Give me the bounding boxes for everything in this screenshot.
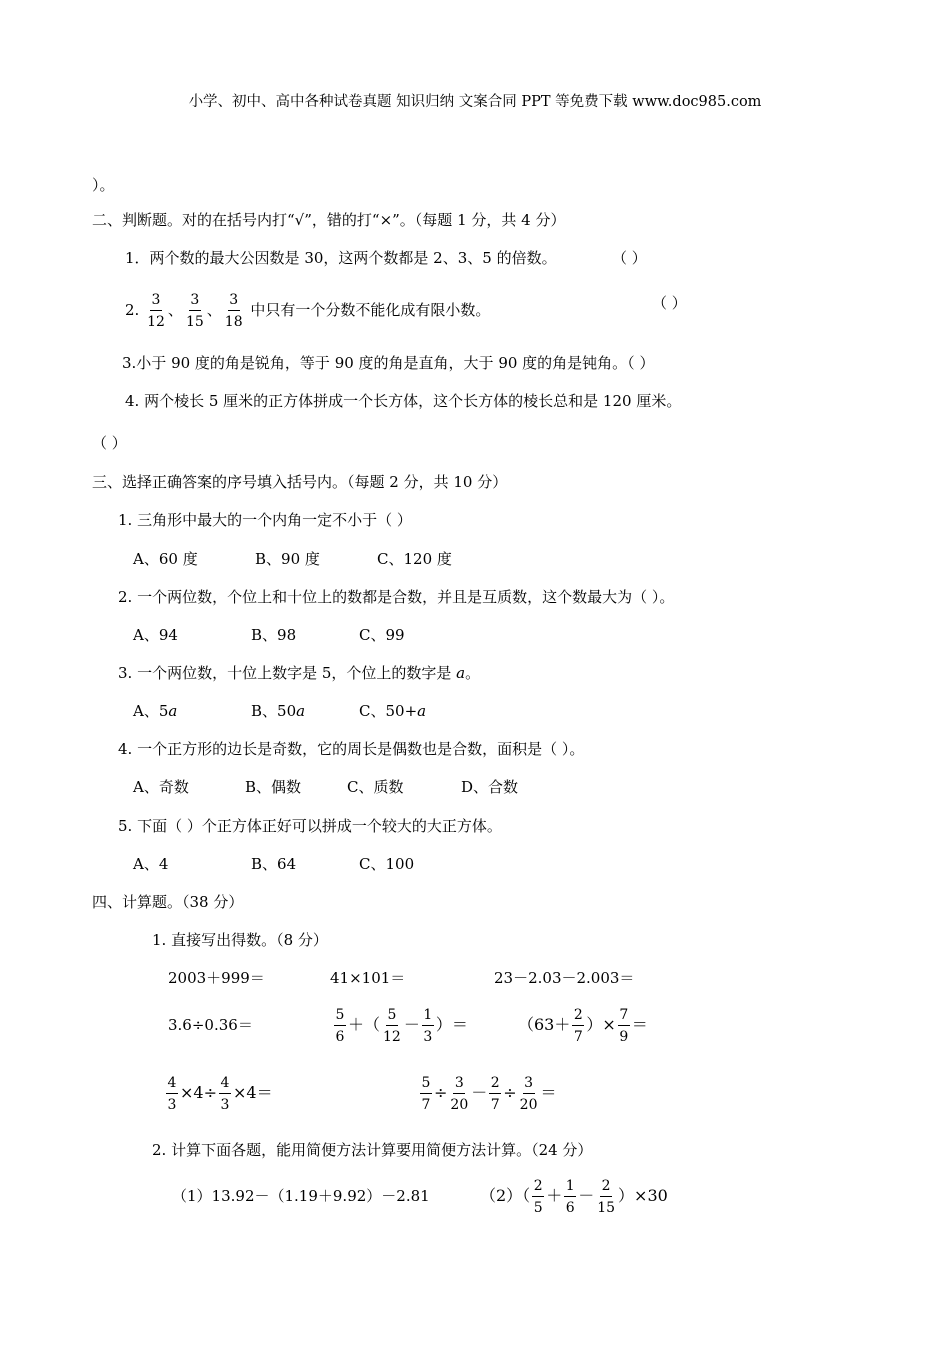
variable-a: a bbox=[417, 702, 427, 720]
numerator: 5 bbox=[334, 1008, 346, 1026]
denominator: 12 bbox=[147, 314, 165, 330]
denominator: 9 bbox=[619, 1028, 629, 1045]
fraction bbox=[519, 1076, 539, 1112]
operator: － bbox=[403, 1015, 420, 1034]
calc-expr-2: 41×101＝ bbox=[330, 969, 406, 987]
separator: 、 bbox=[167, 301, 183, 319]
denominator: 20 bbox=[450, 1096, 469, 1113]
option-b[interactable] bbox=[251, 701, 359, 721]
operator: ）× bbox=[586, 1015, 616, 1034]
fraction bbox=[449, 1076, 469, 1112]
operator: ）×30 bbox=[618, 1186, 668, 1205]
judge-q4-answer[interactable]: （ ） bbox=[92, 434, 127, 452]
carryover-text: ）。 bbox=[92, 176, 115, 194]
operator: ＋（ bbox=[348, 1015, 381, 1034]
option-b[interactable]: B、偶数 bbox=[245, 778, 302, 796]
calc-problem-2 bbox=[480, 1176, 668, 1216]
fraction bbox=[166, 1076, 178, 1112]
fraction bbox=[618, 1008, 630, 1044]
choice-q4: 4. 一个正方形的边长是奇数，它的周长是偶数也是合数，面积是（ ）。 bbox=[118, 740, 585, 758]
separator: 、 bbox=[206, 301, 222, 319]
calc-part1-title: 1. 直接写出得数。（8 分） bbox=[152, 931, 328, 949]
choice-q2-options bbox=[133, 625, 405, 645]
fraction bbox=[146, 293, 166, 329]
denominator: 7 bbox=[573, 1028, 583, 1045]
operator: ＋ bbox=[546, 1186, 563, 1205]
denominator: 7 bbox=[421, 1096, 431, 1113]
calc-expr-5 bbox=[332, 1005, 468, 1045]
calc-expr-8 bbox=[418, 1073, 557, 1113]
denominator: 18 bbox=[224, 314, 243, 330]
operator: ＝ bbox=[540, 1083, 557, 1102]
numerator: 2 bbox=[572, 1008, 584, 1026]
option-c-label: C、50+ bbox=[359, 702, 418, 720]
fraction bbox=[334, 1008, 346, 1044]
numerator: 3 bbox=[523, 1076, 535, 1094]
option-a[interactable]: A、94 bbox=[133, 626, 178, 644]
variable-a: a bbox=[168, 702, 178, 720]
option-b-label: B、50 bbox=[251, 702, 297, 720]
judge-q3: 3.小于 90 度的角是锐角，等于 90 度的角是直角，大于 90 度的角是钝角。（ ） bbox=[122, 354, 655, 372]
choice-q3-options bbox=[133, 701, 426, 721]
numerator: 4 bbox=[219, 1076, 231, 1094]
judge-q2 bbox=[125, 290, 490, 330]
choice-q5: 5. 下面（ ）个正方体正好可以拼成一个较大的大正方体。 bbox=[118, 817, 502, 835]
numerator: 5 bbox=[420, 1076, 432, 1094]
fraction bbox=[572, 1008, 584, 1044]
judge-q2-answer[interactable]: （ ） bbox=[652, 294, 687, 312]
option-a[interactable]: A、4 bbox=[133, 855, 169, 873]
calc-part2-title: 2. 计算下面各题，能用简便方法计算要用简便方法计算。（24 分） bbox=[152, 1141, 593, 1159]
judge-q2-number: 2. bbox=[125, 301, 140, 319]
numerator: 2 bbox=[600, 1179, 612, 1197]
operator: ×4＝ bbox=[233, 1083, 273, 1102]
calc-problem-1: （1）13.92－（1.19＋9.92）－2.81 bbox=[172, 1187, 430, 1205]
denominator: 20 bbox=[519, 1096, 538, 1113]
fraction bbox=[185, 293, 205, 329]
denominator: 12 bbox=[383, 1028, 401, 1045]
option-c[interactable]: C、120 度 bbox=[377, 550, 452, 568]
fraction bbox=[596, 1179, 616, 1215]
operator: ÷ bbox=[503, 1083, 517, 1102]
denominator: 6 bbox=[335, 1028, 345, 1045]
fraction bbox=[422, 1008, 434, 1044]
operator: － bbox=[578, 1186, 595, 1205]
operator: － bbox=[471, 1083, 488, 1102]
operator: ×4÷ bbox=[180, 1083, 217, 1102]
calc-expr-4: 3.6÷0.36＝ bbox=[168, 1016, 253, 1034]
calc-expr-6 bbox=[518, 1005, 648, 1045]
numerator: 1 bbox=[422, 1008, 434, 1026]
numerator: 7 bbox=[618, 1008, 630, 1026]
option-c[interactable]: C、质数 bbox=[347, 778, 404, 796]
judge-q1 bbox=[125, 248, 557, 268]
denominator: 6 bbox=[565, 1199, 575, 1216]
denominator: 5 bbox=[533, 1199, 543, 1216]
operator: ＝ bbox=[631, 1015, 648, 1034]
fraction bbox=[489, 1076, 501, 1112]
operator: ÷ bbox=[434, 1083, 448, 1102]
operator: ）＝ bbox=[435, 1015, 468, 1034]
choice-q1-options bbox=[133, 549, 452, 569]
fraction bbox=[219, 1076, 231, 1112]
section-4-title: 四、计算题。（38 分） bbox=[92, 893, 244, 911]
operator: （2）（ bbox=[480, 1186, 531, 1205]
option-c[interactable]: C、100 bbox=[359, 855, 415, 873]
numerator: 1 bbox=[564, 1179, 576, 1197]
denominator: 7 bbox=[490, 1096, 500, 1113]
judge-q1-answer[interactable]: （ ） bbox=[612, 249, 647, 267]
fraction bbox=[564, 1179, 576, 1215]
section-3-title: 三、选择正确答案的序号填入括号内。（每题 2 分，共 10 分） bbox=[92, 473, 508, 491]
calc-expr-7 bbox=[164, 1073, 273, 1113]
judge-q4: 4. 两个棱长 5 厘米的正方体拼成一个长方体，这个长方体的棱长总和是 120 厘米。 bbox=[125, 392, 682, 410]
choice-q5-options bbox=[133, 854, 414, 874]
judge-q2-text: 中只有一个分数不能化成有限小数。 bbox=[250, 301, 491, 319]
choice-q3-end: 。 bbox=[465, 664, 481, 682]
option-a-label: A、5 bbox=[133, 702, 169, 720]
choice-q1: 1. 三角形中最大的一个内角一定不小于（ ） bbox=[118, 511, 412, 529]
calc-expr-3: 23－2.03－2.003＝ bbox=[494, 969, 635, 987]
choice-q3-text: 3. 一个两位数，十位上数字是 5，个位上的数字是 bbox=[118, 664, 457, 682]
fraction bbox=[224, 293, 244, 329]
section-2-title: 二、判断题。对的在括号内打“√”，错的打“×”。（每题 1 分，共 4 分） bbox=[92, 211, 566, 229]
option-c[interactable] bbox=[359, 701, 426, 721]
denominator: 3 bbox=[423, 1028, 433, 1045]
numerator: 3 bbox=[228, 293, 240, 311]
option-b[interactable]: B、90 度 bbox=[255, 550, 320, 568]
numerator: 3 bbox=[189, 293, 201, 311]
numerator: 2 bbox=[532, 1179, 544, 1197]
option-b[interactable]: B、98 bbox=[251, 626, 297, 644]
denominator: 15 bbox=[185, 314, 204, 330]
option-a[interactable] bbox=[133, 701, 251, 721]
denominator: 3 bbox=[220, 1096, 230, 1113]
fraction bbox=[420, 1076, 432, 1112]
numerator: 3 bbox=[453, 1076, 465, 1094]
numerator: 4 bbox=[166, 1076, 178, 1094]
denominator: 15 bbox=[597, 1199, 616, 1216]
numerator: 2 bbox=[489, 1076, 501, 1094]
judge-q1-text: 1．两个数的最大公因数是 30，这两个数都是 2、3、5 的倍数。 bbox=[125, 249, 557, 267]
option-d[interactable]: D、合数 bbox=[461, 778, 519, 796]
numerator: 5 bbox=[386, 1008, 398, 1026]
choice-q3 bbox=[118, 663, 480, 683]
variable-a: a bbox=[456, 664, 466, 682]
option-a[interactable]: A、奇数 bbox=[133, 778, 189, 796]
calc-expr-1: 2003＋999＝ bbox=[168, 969, 265, 987]
option-c[interactable]: C、99 bbox=[359, 626, 405, 644]
page-header: 小学、初中、高中各种试卷真题 知识归纳 文案合同 PPT 等免费下载 www.doc985.com bbox=[188, 94, 762, 110]
fraction bbox=[532, 1179, 544, 1215]
fraction bbox=[382, 1008, 402, 1044]
operator: （63＋ bbox=[518, 1015, 571, 1034]
option-a[interactable]: A、60 度 bbox=[133, 550, 198, 568]
numerator: 3 bbox=[150, 293, 162, 311]
choice-q4-options bbox=[133, 777, 518, 797]
choice-q2: 2. 一个两位数，个位上和十位上的数都是合数，并且是互质数，这个数最大为（ ）。 bbox=[118, 588, 675, 606]
variable-a: a bbox=[296, 702, 306, 720]
option-b[interactable]: B、64 bbox=[251, 855, 297, 873]
denominator: 3 bbox=[167, 1096, 177, 1113]
